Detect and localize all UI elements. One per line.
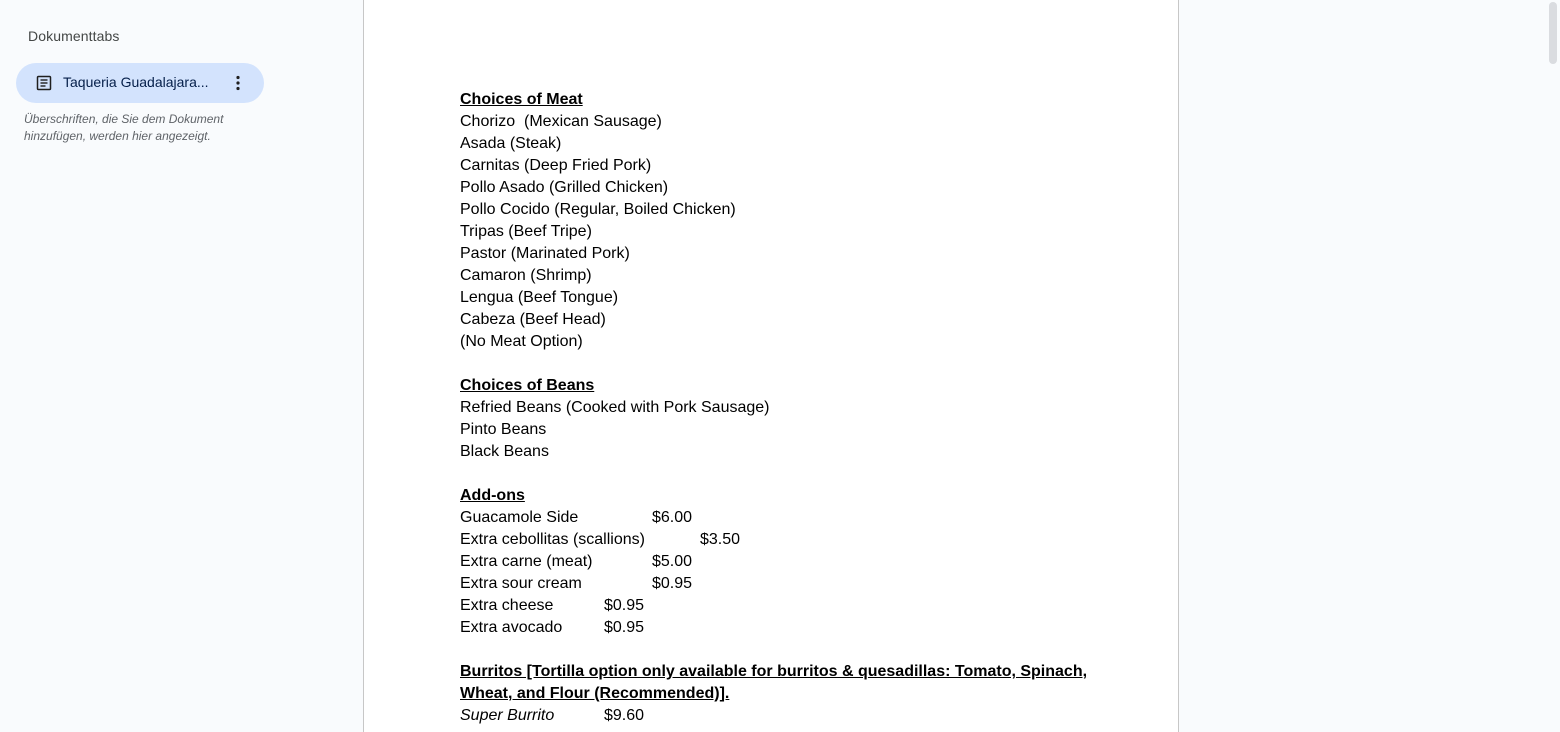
meat-item: Tripas (Beef Tripe) bbox=[460, 223, 592, 240]
addon-name: Extra cebollitas (scallions) bbox=[460, 531, 645, 548]
meat-item: (No Meat Option) bbox=[460, 333, 583, 350]
document-tabs-sidebar bbox=[0, 0, 362, 732]
addon-row bbox=[460, 507, 1100, 529]
addon-price: $5.00 bbox=[652, 553, 693, 570]
document-icon bbox=[36, 75, 52, 91]
beans-item: Refried Beans (Cooked with Pork Sausage) bbox=[460, 399, 770, 416]
addon-row bbox=[460, 595, 1100, 617]
meat-item: Camaron (Shrimp) bbox=[460, 267, 592, 284]
more-vert-icon[interactable] bbox=[228, 73, 248, 93]
meat-item: Pastor (Marinated Pork) bbox=[460, 245, 630, 262]
document-tab-item[interactable] bbox=[16, 63, 264, 103]
addon-name: Extra sour cream bbox=[460, 575, 582, 592]
outline-hint: Überschriften, die Sie dem Dokument hinzufügen, werden hier angezeigt. bbox=[24, 112, 224, 143]
sidebar-heading: Dokumenttabs bbox=[28, 28, 120, 44]
vertical-scrollbar[interactable] bbox=[1546, 0, 1560, 732]
meat-item: Lengua (Beef Tongue) bbox=[460, 289, 619, 306]
burrito-price: $9.60 bbox=[604, 707, 645, 724]
blank-line bbox=[460, 353, 1100, 375]
meat-item: Carnitas (Deep Fried Pork) bbox=[460, 157, 652, 174]
burritos-heading: Burritos [Tortilla option only available for burritos & quesadillas: Tomato, Spinach, Wheat, and Flour (Recommended)]. bbox=[460, 663, 1088, 702]
document-body[interactable] bbox=[460, 89, 1100, 727]
document-page[interactable] bbox=[363, 0, 1179, 732]
meat-heading: Choices of Meat bbox=[460, 91, 583, 108]
addon-price: $0.95 bbox=[604, 597, 645, 614]
addon-name: Extra carne (meat) bbox=[460, 553, 593, 570]
meat-item: Asada (Steak) bbox=[460, 135, 562, 152]
addon-row bbox=[460, 551, 1100, 573]
addon-price: $0.95 bbox=[652, 575, 693, 592]
meat-item: Cabeza (Beef Head) bbox=[460, 311, 606, 328]
beans-heading: Choices of Beans bbox=[460, 377, 595, 394]
addons-heading: Add-ons bbox=[460, 487, 525, 504]
meat-item: Pollo Cocido (Regular, Boiled Chicken) bbox=[460, 201, 736, 218]
meat-item: Chorizo (Mexican Sausage) bbox=[460, 113, 662, 130]
addon-row bbox=[460, 573, 1100, 595]
addon-name: Extra cheese bbox=[460, 597, 554, 614]
document-tab-label: Taqueria Guadalajara... bbox=[63, 74, 209, 90]
meat-item: Pollo Asado (Grilled Chicken) bbox=[460, 179, 669, 196]
addon-price: $0.95 bbox=[604, 619, 645, 636]
blank-line bbox=[460, 463, 1100, 485]
blank-line bbox=[460, 639, 1100, 661]
beans-item: Black Beans bbox=[460, 443, 549, 460]
addon-price: $3.50 bbox=[700, 531, 741, 548]
scrollbar-thumb[interactable] bbox=[1549, 2, 1557, 64]
addon-name: Extra avocado bbox=[460, 619, 563, 636]
beans-item: Pinto Beans bbox=[460, 421, 547, 438]
addon-price: $6.00 bbox=[652, 509, 693, 526]
addon-row bbox=[460, 617, 1100, 639]
burrito-name: Super Burrito bbox=[460, 707, 555, 724]
burrito-row bbox=[460, 705, 1100, 727]
addon-name: Guacamole Side bbox=[460, 509, 579, 526]
addon-row bbox=[460, 529, 1100, 551]
